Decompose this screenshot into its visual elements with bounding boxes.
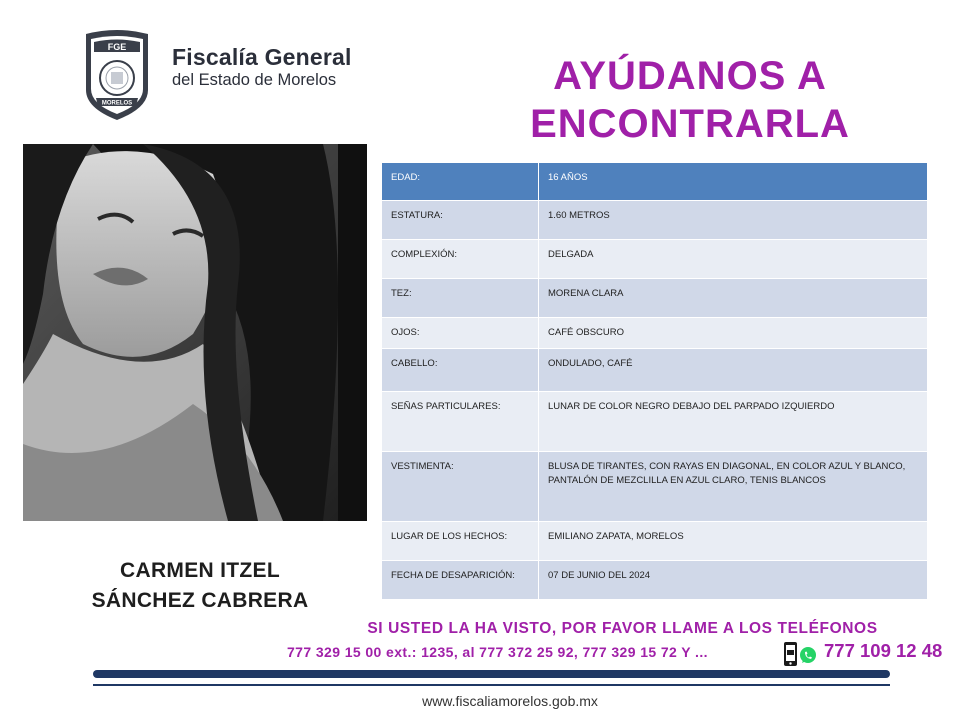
- person-name-line2: SÁNCHEZ CABRERA: [91, 589, 309, 612]
- detail-label: OJOS:: [382, 318, 539, 349]
- detail-value: 16 AÑOS: [539, 163, 928, 201]
- headline-line1: AYÚDANOS A: [553, 54, 827, 98]
- table-row: [382, 392, 928, 452]
- person-name: [40, 556, 360, 616]
- table-row: [382, 522, 928, 561]
- detail-label: CABELLO:: [382, 349, 539, 392]
- detail-value: LUNAR DE COLOR NEGRO DEBAJO DEL PARPADO IZQUIERDO: [539, 392, 928, 452]
- table-row: [382, 452, 928, 522]
- detail-label: ESTATURA:: [382, 201, 539, 240]
- org-name-line1: Fiscalía General: [172, 44, 352, 70]
- cta-phone-numbers: 777 329 15 00 ext.: 1235, al 777 372 25 92, 777 329 15 72 Y ...: [287, 644, 708, 660]
- details-table: [381, 162, 928, 600]
- detail-value: 07 DE JUNIO DEL 2024: [539, 561, 928, 600]
- detail-label: TEZ:: [382, 279, 539, 318]
- headline-line2: ENCONTRARLA: [530, 102, 850, 146]
- org-name-line2: del Estado de Morelos: [172, 71, 337, 89]
- detail-label: COMPLEXIÓN:: [382, 240, 539, 279]
- whatsapp-icon: [800, 647, 816, 663]
- person-name-line1: CARMEN ITZEL: [120, 559, 280, 582]
- missing-person-photo: [23, 144, 367, 521]
- detail-label: LUGAR DE LOS HECHOS:: [382, 522, 539, 561]
- detail-value: 1.60 METROS: [539, 201, 928, 240]
- svg-text:MORELOS: MORELOS: [101, 100, 133, 107]
- table-row: [382, 279, 928, 318]
- detail-label: FECHA DE DESAPARICIÓN:: [382, 561, 539, 600]
- org-name: [172, 44, 352, 90]
- detail-label: EDAD:: [382, 163, 539, 201]
- phone-whatsapp-icons: [783, 640, 817, 668]
- detail-value: CAFÉ OBSCURO: [539, 318, 928, 349]
- footer-bar: [93, 670, 890, 678]
- table-row: [382, 561, 928, 600]
- phone-icon: [784, 642, 797, 666]
- table-row: [382, 163, 928, 201]
- detail-value: EMILIANO ZAPATA, MORELOS: [539, 522, 928, 561]
- detail-value: ONDULADO, CAFÉ: [539, 349, 928, 392]
- website-link[interactable]: www.fiscaliamorelos.gob.mx: [422, 693, 598, 709]
- detail-label: SEÑAS PARTICULARES:: [382, 392, 539, 452]
- table-row: [382, 318, 928, 349]
- table-row: [382, 240, 928, 279]
- svg-text:FGE: FGE: [107, 42, 127, 52]
- headline: [470, 52, 910, 148]
- whatsapp-number: 777 109 12 48: [824, 640, 943, 661]
- footer-divider: [93, 684, 890, 686]
- detail-value: DELGADA: [539, 240, 928, 279]
- table-row: [382, 349, 928, 392]
- table-row: [382, 201, 928, 240]
- detail-value: MORENA CLARA: [539, 279, 928, 318]
- detail-value: BLUSA DE TIRANTES, CON RAYAS EN DIAGONAL, EN COLOR AZUL Y BLANCO, PANTALÓN DE MEZCLILLA EN AZUL CLARO, TENIS BLANCOS: [539, 452, 928, 522]
- detail-label: VESTIMENTA:: [382, 452, 539, 522]
- fge-badge-logo: [80, 28, 154, 122]
- cta-message: SI USTED LA HA VISTO, POR FAVOR LLAME A LOS TELÉFONOS: [367, 620, 878, 637]
